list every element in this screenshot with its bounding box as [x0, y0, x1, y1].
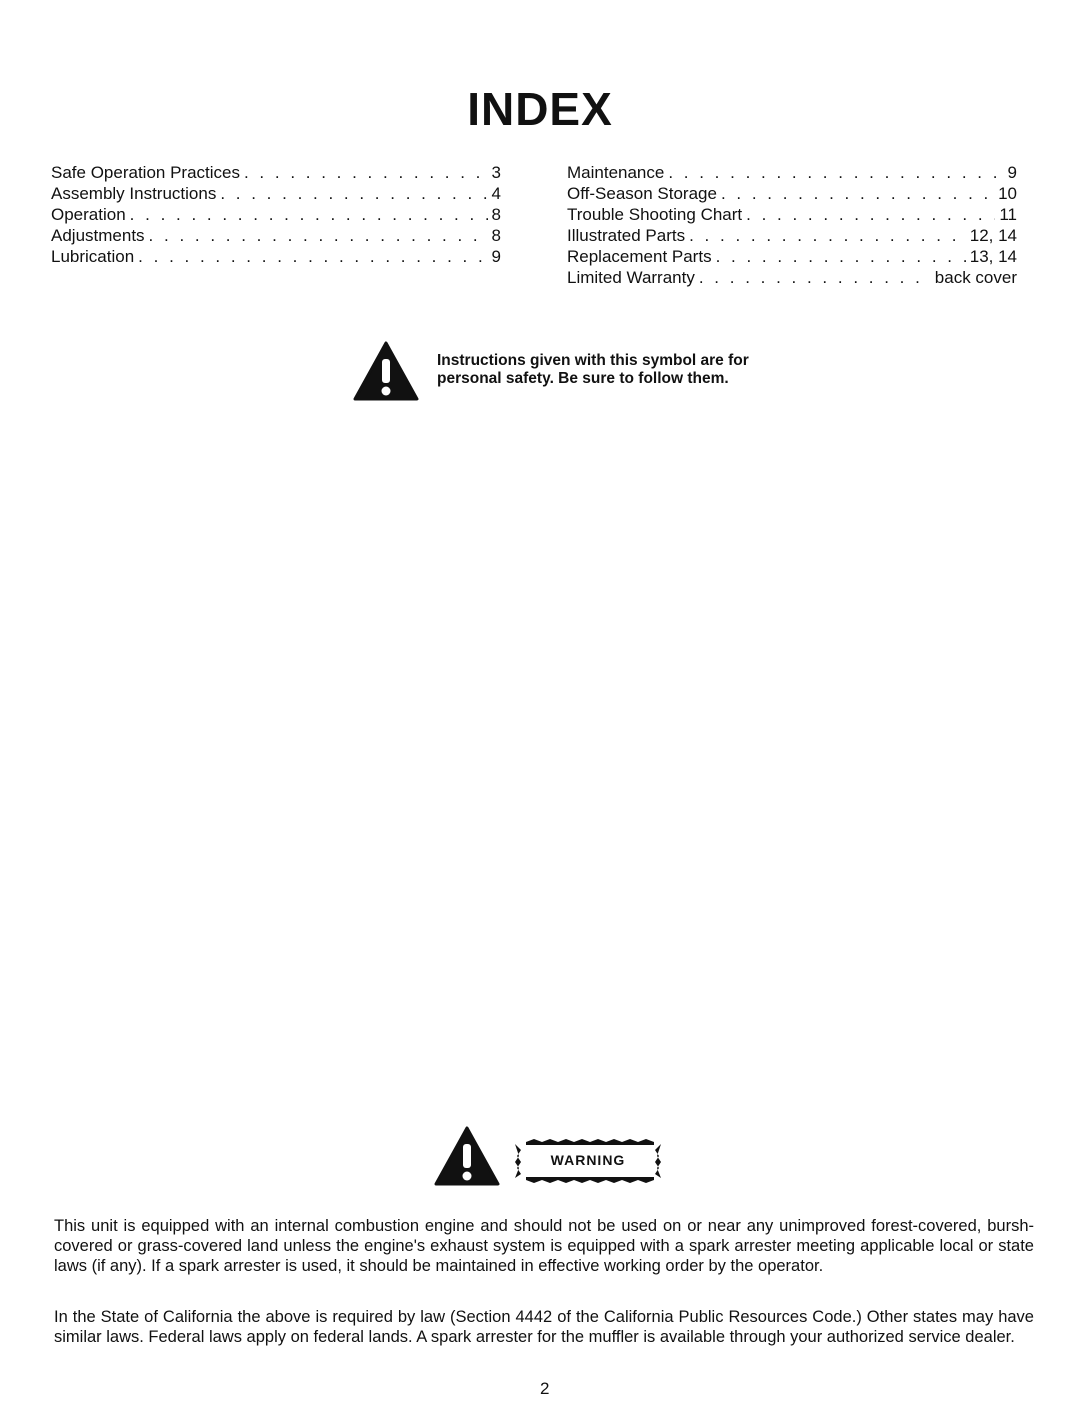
- dot-leader: [149, 225, 488, 246]
- index-entry: [567, 162, 1017, 183]
- warning-alert-icon: [434, 1126, 500, 1188]
- index-entry-page: 11: [999, 205, 1017, 224]
- index-entry: [51, 183, 501, 204]
- index-entry-label: Assembly Instructions: [51, 184, 217, 203]
- index-entry: [567, 225, 1017, 246]
- index-entry: [51, 204, 501, 225]
- index-entry-page: 3: [491, 163, 501, 182]
- index-entry-page: 9: [1007, 163, 1017, 182]
- index-entry-label: Illustrated Parts: [567, 226, 686, 245]
- index-entry-label: Adjustments: [51, 226, 145, 245]
- warning-paragraph: This unit is equipped with an internal combustion engine and should not be used on or near any unimproved forest-covered, bursh-covered or grass-covered land unless the engine's exhaust system is equipped with a spark arrester meeting applicable local or state laws (if any). If a spark arrester is used, it should be maintained in effective working order by the operator.: [54, 1217, 1034, 1275]
- dot-leader: [220, 183, 487, 204]
- dot-leader: [746, 204, 995, 225]
- page-title: INDEX: [467, 83, 613, 135]
- index-entry-page: 8: [491, 226, 501, 245]
- index-entry-label: Safe Operation Practices: [51, 163, 240, 182]
- dot-leader: [721, 183, 994, 204]
- index-entry-label: Limited Warranty: [567, 268, 695, 287]
- index-entry-page: 10: [998, 184, 1017, 203]
- index-entry: [51, 162, 501, 183]
- safety-note: Instructions given with this symbol are for personal safety. Be sure to follow them.: [437, 352, 749, 387]
- dot-leader: [689, 225, 966, 246]
- index-entry-page: 4: [491, 184, 501, 203]
- dot-leader: [699, 267, 931, 288]
- index-entry-label: Maintenance: [567, 163, 665, 182]
- index-entry-label: Replacement Parts: [567, 247, 712, 266]
- index-list-right: [567, 162, 1017, 288]
- index-entry: [567, 267, 1017, 288]
- dot-leader: [668, 162, 1003, 183]
- safety-alert-icon: [353, 341, 419, 403]
- index-entry: [567, 183, 1017, 204]
- index-entry-page: 8: [491, 205, 501, 224]
- index-entry: [567, 204, 1017, 225]
- index-entry-label: Operation: [51, 205, 126, 224]
- index-entry-label: Off-Season Storage: [567, 184, 717, 203]
- dot-leader: [244, 162, 488, 183]
- index-list-left: [51, 162, 501, 267]
- index-entry-label: Trouble Shooting Chart: [567, 205, 743, 224]
- page-number: 2: [540, 1379, 550, 1398]
- dot-leader: [130, 204, 488, 225]
- index-entry: [567, 246, 1017, 267]
- index-entry: [51, 246, 501, 267]
- dot-leader: [138, 246, 487, 267]
- index-entry: [51, 225, 501, 246]
- warning-label: WARNING: [550, 1152, 626, 1168]
- dot-leader: [716, 246, 966, 267]
- california-law-paragraph: In the State of California the above is required by law (Section 4442 of the California Public Resources Code.) Other states may have similar laws. Federal laws apply on federal lands. A spark arrester for the muffler is available through your authorized service dealer.: [54, 1308, 1034, 1346]
- index-entry-label: Lubrication: [51, 247, 135, 266]
- index-entry-page: back cover: [934, 268, 1017, 287]
- index-entry-page: 13, 14: [969, 247, 1017, 266]
- index-entry-page: 9: [491, 247, 501, 266]
- index-entry-page: 12, 14: [969, 226, 1017, 245]
